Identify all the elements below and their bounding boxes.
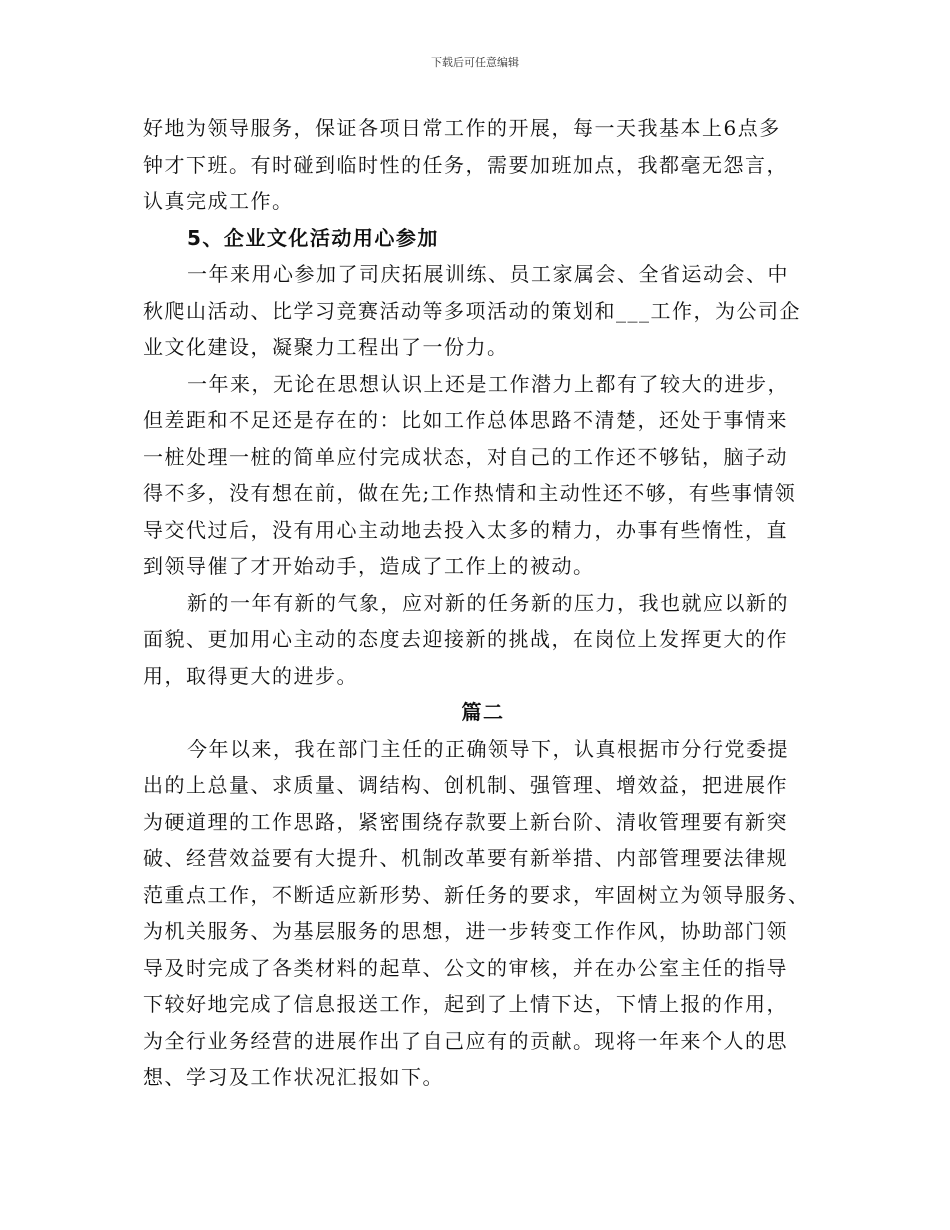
text-line: 为全行业务经营的进展作出了自己应有的贡献。现将一年来个人的思 xyxy=(143,1028,788,1053)
text-line: 业文化建设，凝聚力工程出了一份力。 xyxy=(143,335,509,359)
text-line: 为硬道理的工作思路，紧密围绕存款要上新台阶、清收管理要有新突 xyxy=(143,809,788,834)
text-line: 一年来用心参加了司庆拓展训练、员工家属会、全省运动会、中 xyxy=(187,262,789,286)
text-line: 认真完成工作。 xyxy=(143,189,294,213)
text-line: 一年来，无论在思想认识上还是工作潜力上都有了较大的进步， xyxy=(187,371,789,396)
text-line: 导及时完成了各类材料的起草、公文的审核，并在办公室主任的指导 xyxy=(143,955,788,980)
text-line: 想、学习及工作状况汇报如下。 xyxy=(143,1065,444,1089)
text-line: 用，取得更大的进步。 xyxy=(143,663,358,688)
text-line: 新的一年有新的气象，应对新的任务新的压力，我也就应以新的 xyxy=(187,590,789,615)
paragraph-part-two-intro xyxy=(143,731,823,1096)
paragraph-progress-shortcomings xyxy=(143,366,823,585)
text-line: 破、经营效益要有大提升、机制改革要有新举措、内部管理要法律规 xyxy=(143,846,788,870)
section-heading-culture: 5、企业文化活动用心参加 xyxy=(187,225,439,250)
text-line: 得不多，没有想在前，做在先;工作热情和主动性还不够，有些事情领 xyxy=(143,481,797,505)
document-body xyxy=(143,110,823,1096)
text-line: 为机关服务、为基层服务的思想，进一步转变工作作风，协助部门领 xyxy=(143,919,788,943)
text-line: 秋爬山活动、比学习竞赛活动等多项活动的策划和___工作，为公司企 xyxy=(143,298,801,323)
text-line: 但差距和不足还是存在的：比如工作总体思路不清楚，还处于事情来 xyxy=(143,408,788,432)
paragraph-culture-activities xyxy=(143,256,823,366)
text-line: 好地为领导服务，保证各项日常工作的开展，每一天我基本上6点多 xyxy=(143,116,781,140)
text-line: 到领导催了才开始动手，造成了工作上的被动。 xyxy=(143,554,595,578)
paragraph-new-year xyxy=(143,585,823,695)
section-heading-part-two: 篇二 xyxy=(461,700,505,724)
text-line: 下较好地完成了信息报送工作，起到了上情下达，下情上报的作用， xyxy=(143,992,788,1016)
text-line: 钟才下班。有时碰到临时性的任务，需要加班加点，我都毫无怨言， xyxy=(143,152,788,177)
text-line: 面貌、更加用心主动的态度去迎接新的挑战，在岗位上发挥更大的作 xyxy=(143,627,788,651)
text-line: 导交代过后，没有用心主动地去投入太多的精力，办事有些惰性，直 xyxy=(143,517,788,542)
text-line: 今年以来，我在部门主任的正确领导下，认真根据市分行党委提 xyxy=(187,736,789,761)
text-line: 一桩处理一桩的简单应付完成状态，对自己的工作还不够钻，脑子动 xyxy=(143,444,788,469)
paragraph-daily-work xyxy=(143,110,823,220)
text-line: 范重点工作，不断适应新形势、新任务的要求，牢固树立为领导服务、 xyxy=(143,882,810,907)
text-line: 出的上总量、求质量、调结构、创机制、强管理、增效益，把进展作 xyxy=(143,773,788,797)
page-header-note: 下载后可任意编辑 xyxy=(431,56,519,69)
